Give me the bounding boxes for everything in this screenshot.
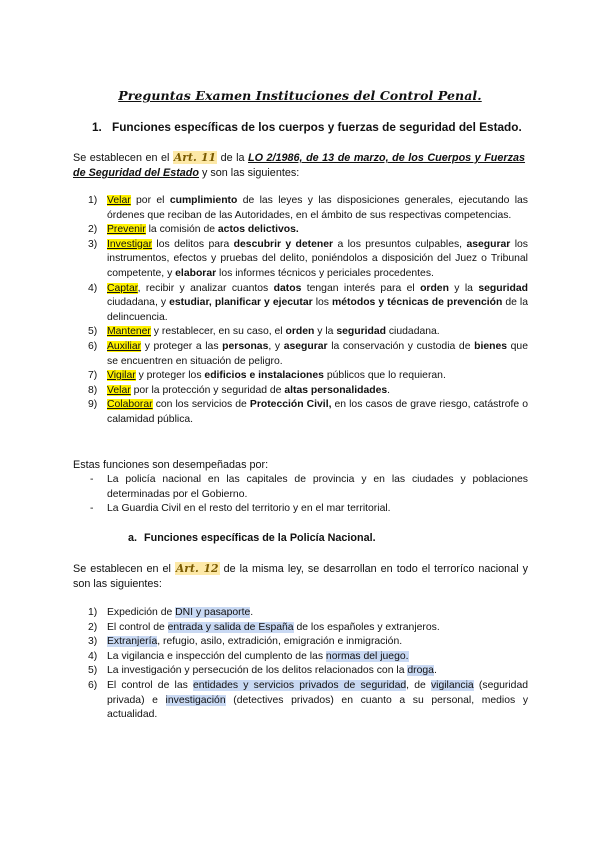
bold-term: personas: [222, 340, 269, 352]
bold-term: asegurar: [466, 238, 511, 250]
intro-text: de la: [217, 152, 249, 164]
item-text: , recibir y analizar cuantos: [137, 282, 274, 294]
bold-term: orden: [420, 282, 449, 294]
item-text: y la: [448, 282, 479, 294]
intro-text: Se establecen en el: [73, 563, 175, 575]
item-number: 2): [88, 621, 98, 633]
item-number: 8): [88, 384, 98, 396]
item-number: 1): [88, 195, 98, 206]
section-2-number: a.: [128, 532, 138, 544]
article-reference: Art. 11: [173, 151, 217, 164]
list-item: [88, 384, 528, 399]
item-text: de la delincuencia.: [107, 297, 529, 323]
highlighted-verb: Mantener: [107, 326, 151, 338]
list-item: [88, 398, 528, 427]
bold-term: edificios e instalaciones: [204, 370, 324, 382]
item-text: los instrumentos, efectos y pruebas del delito, poniéndolos a disposición del Juez o Tribunal competente, y: [107, 238, 528, 279]
section-2-heading: [128, 532, 376, 544]
bold-term: descubrir y detener: [233, 238, 334, 250]
section-2-heading-text: Funciones específicas de la Policía Nacional.: [144, 532, 376, 544]
item-text: los informes técnicos y periciales procedentes.: [216, 267, 434, 279]
highlighted-verb: Velar: [107, 195, 131, 206]
item-number: 3): [88, 636, 98, 648]
highlighted-term: entrada y salida de España: [167, 621, 294, 633]
list-item: [88, 502, 528, 517]
dash-marker: -: [90, 474, 94, 485]
section-2-intro: [73, 561, 528, 592]
item-number: 5): [88, 665, 98, 677]
item-text: que se encuentren en situación de peligro.: [107, 340, 528, 367]
bold-term: seguridad: [336, 326, 386, 338]
bold-term: asegurar: [283, 340, 328, 352]
list-item: [88, 369, 528, 384]
item-text: tengan interés para el: [301, 282, 421, 294]
item-text: , refugio, asilo, extradición, emigración e inmigración.: [157, 636, 403, 648]
item-text: y proteger a las: [141, 340, 223, 352]
dash-marker: -: [90, 503, 94, 515]
list-item: [88, 679, 528, 723]
list-item: [88, 340, 528, 369]
highlighted-verb: Captar: [107, 282, 138, 294]
highlighted-term: normas del juego.: [325, 650, 409, 662]
highlighted-term: investigación: [165, 694, 226, 706]
section-1-heading-text: Funciones específicas de los cuerpos y fuerzas de seguridad del Estado.: [112, 120, 522, 134]
item-text: El control de: [107, 621, 168, 633]
section-1-intro: [73, 150, 525, 181]
list-item: [88, 606, 528, 621]
list-item: [88, 238, 528, 282]
item-text: por la protección y seguridad de: [130, 384, 285, 396]
article-reference: Art. 12: [175, 562, 219, 575]
item-text: ciudadana.: [385, 326, 440, 338]
law-reference: LO 2/1986, de 13 de marzo, de los Cuerpos y Fuerzas de Seguridad del Estado: [73, 152, 526, 179]
highlighted-verb: Colaborar: [107, 399, 153, 411]
item-text: la comisión de: [145, 224, 218, 236]
bold-term: bienes: [474, 340, 508, 352]
highlighted-term: vigilancia: [430, 679, 474, 691]
item-text: en los casos de grave riesgo, catástrofe o calamidad pública.: [107, 399, 528, 425]
item-text: .: [433, 665, 437, 677]
list-item: [88, 325, 528, 340]
item-text: a los presuntos culpables,: [333, 238, 467, 250]
item-number: 7): [88, 370, 98, 382]
list-item: [88, 473, 528, 502]
item-text: (detectives privados) en cuanto a su personal, medios y actualidad.: [107, 694, 529, 721]
item-text: la conservación y custodia de: [327, 340, 475, 352]
item-text: La policía nacional en las capitales de provincia y en las ciudades y poblaciones determinadas por el Gobierno.: [107, 474, 528, 500]
police-functions-list: [88, 606, 528, 723]
bold-term: orden: [285, 326, 315, 338]
list-item: [88, 621, 528, 636]
item-text: públicos que lo requieran.: [323, 370, 446, 382]
highlighted-verb: Prevenir: [107, 224, 146, 236]
item-text: los: [312, 297, 333, 309]
list-item: [88, 635, 528, 650]
bold-term: seguridad: [478, 282, 528, 294]
document-title: Preguntas Examen Instituciones del Control Penal.: [118, 88, 482, 103]
performed-by-text: Estas funciones son desempeñadas por:: [73, 459, 269, 471]
item-number: 4): [88, 282, 98, 294]
highlighted-term: Extranjería: [107, 636, 158, 648]
item-text: los delitos para: [152, 238, 234, 250]
highlighted-verb: Vigilar: [107, 370, 136, 382]
item-text: (seguridad privada) e: [107, 679, 529, 706]
intro-text: de la misma ley, se desarrollan en todo el terroríco nacional y son las siguientes:: [73, 563, 529, 590]
item-text: por el: [130, 195, 170, 206]
highlighted-verb: Velar: [107, 384, 131, 396]
highlighted-term: DNI y pasaporte: [175, 607, 251, 618]
highlighted-verb: Auxiliar: [107, 340, 142, 352]
bold-term: altas personalidades: [284, 384, 388, 396]
item-number: 3): [88, 238, 98, 250]
item-text: y restablecer, en su caso, el: [150, 326, 286, 338]
functions-list: [88, 194, 528, 428]
item-number: 5): [88, 326, 98, 338]
bold-term: métodos y técnicas de prevención: [332, 297, 503, 309]
item-text: con los servicios de: [152, 399, 250, 411]
item-text: y la: [314, 326, 337, 338]
item-text: .: [250, 607, 254, 618]
item-text: , y: [268, 340, 284, 352]
performed-by-list: [88, 473, 528, 517]
list-item: [88, 650, 528, 665]
item-number: 1): [88, 607, 98, 618]
bold-term: Protección Civil,: [249, 399, 332, 411]
bold-term: estudiar, planificar y ejecutar: [169, 297, 313, 309]
highlighted-term: entidades y servicios privados de seguridad: [193, 679, 407, 691]
section-1-number: 1.: [92, 120, 102, 134]
item-number: 4): [88, 650, 98, 662]
item-text: ciudadana, y: [107, 297, 170, 309]
list-item: [88, 664, 528, 679]
item-text: Expedición de: [107, 607, 176, 618]
item-text: .: [387, 384, 391, 396]
item-number: 6): [88, 340, 98, 352]
intro-text: Se establecen en el: [73, 152, 173, 164]
highlighted-verb: Investigar: [107, 238, 153, 250]
intro-text: y son las siguientes:: [199, 167, 300, 179]
bold-term: datos: [273, 282, 302, 294]
item-text: El control de las: [107, 679, 194, 691]
item-number: 2): [88, 224, 98, 236]
item-text: de las leyes y las disposiciones generales, ejecutando las órdenes que reciban de las Autoridades, en el ámbito de sus respectivas competencias.: [107, 195, 528, 221]
item-text: La Guardia Civil en el resto del territorio y en el mar territorial.: [107, 503, 391, 515]
bold-term: cumplimiento: [169, 195, 238, 206]
bold-term: elaborar: [175, 267, 217, 279]
item-number: 6): [88, 679, 98, 691]
item-text: , de: [406, 679, 431, 691]
section-1-heading: [92, 120, 522, 134]
list-item: [88, 282, 528, 326]
item-text: La vigilancia e inspección del cumplento de las: [107, 650, 326, 662]
item-text: de los españoles y extranjeros.: [293, 621, 440, 633]
bold-term: actos delictivos.: [217, 224, 299, 236]
highlighted-term: droga: [407, 665, 434, 677]
list-item: [88, 194, 528, 223]
list-item: [88, 223, 528, 238]
item-text: y proteger los: [135, 370, 205, 382]
item-number: 9): [88, 399, 98, 411]
item-text: La investigación y persecución de los delitos relacionados con la: [107, 665, 408, 677]
